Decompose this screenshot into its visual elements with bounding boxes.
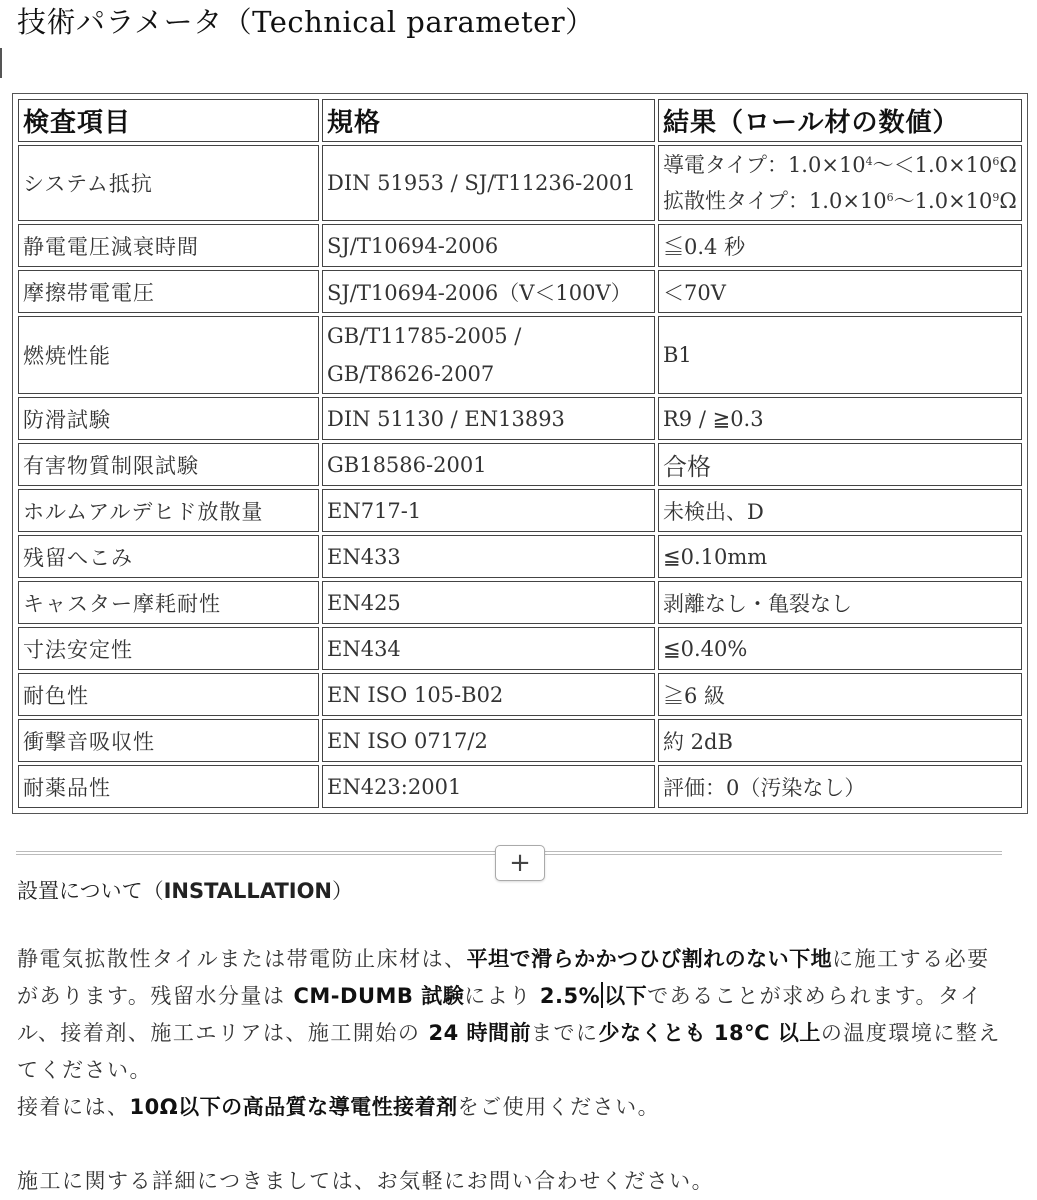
cell-result: ≦0.4 秒 xyxy=(658,224,1022,267)
installation-heading: 設置について（INSTALLATION） xyxy=(17,879,354,903)
cell-result: 合格 xyxy=(658,443,1022,486)
table-row xyxy=(18,270,1022,313)
cell-result: ＜70V xyxy=(658,270,1022,313)
cell-standard: EN423:2001 xyxy=(322,765,655,808)
add-block-button[interactable] xyxy=(495,845,545,881)
cell-result: 未検出、D xyxy=(658,489,1022,532)
cell-result: R9 / ≧0.3 xyxy=(658,397,1022,440)
installation-paragraph-3: 施工に関する詳細につきましては、お気軽にお問い合わせください。 xyxy=(17,1169,715,1193)
table-row xyxy=(18,581,1022,624)
params-table xyxy=(15,96,1025,811)
text-caret xyxy=(601,982,603,1008)
installation-body[interactable] xyxy=(17,941,1007,1200)
cell-standard: EN717-1 xyxy=(322,489,655,532)
table-row xyxy=(18,535,1022,578)
cell-item: 燃焼性能 xyxy=(18,316,319,394)
cell-standard: EN ISO 105-B02 xyxy=(322,673,655,716)
cell-standard: SJ/T10694-2006 xyxy=(322,224,655,267)
header-standard: 規格 xyxy=(322,99,655,142)
cell-item: 耐薬品性 xyxy=(18,765,319,808)
result-line-dissipative: 拡散性タイプ：$1.0\times 10^6$〜$1.0\times 10^9\Omega$ xyxy=(663,189,1017,213)
cell-standard: EN433 xyxy=(322,535,655,578)
page-title: 技術パラメータ（Technical parameter） xyxy=(17,5,595,39)
table-row xyxy=(18,443,1022,486)
cell-standard: DIN 51130 / EN13893 xyxy=(322,397,655,440)
installation-paragraph-1: 静電気拡散性タイルまたは帯電防止床材は、平坦で滑らかかつひび割れのない下地に施工する必要があります。残留水分量は CM-DUMB 試験により 2.5% 以下であることが求められます。タイル、接着剤、施工エリアは、施工開始の 24 時間前までに少なくとも 18℃ 以上の温度環境に整えてください。 xyxy=(17,947,1001,1082)
cell-standard: EN ISO 0717/2 xyxy=(322,719,655,762)
table-row xyxy=(18,145,1022,221)
cell-result: 剥離なし・亀裂なし xyxy=(658,581,1022,624)
cell-item: 寸法安定性 xyxy=(18,627,319,670)
cell-standard: DIN 51953 / SJ/T11236-2001 xyxy=(322,145,655,221)
header-result: 結果（ロール材の数値） xyxy=(658,99,1022,142)
cell-result: ≦0.10mm xyxy=(658,535,1022,578)
cell-result: B1 xyxy=(658,316,1022,394)
table-row xyxy=(18,489,1022,532)
cell-item: キャスター摩耗耐性 xyxy=(18,581,319,624)
table-row xyxy=(18,627,1022,670)
cell-item: ホルムアルデヒド放散量 xyxy=(18,489,319,532)
table-row xyxy=(18,719,1022,762)
technical-parameter-table xyxy=(12,93,1028,814)
cell-standard: EN425 xyxy=(322,581,655,624)
table-header-row xyxy=(18,99,1022,142)
cell-result: 評価：0（汚染なし） xyxy=(658,765,1022,808)
cell-standard: EN434 xyxy=(322,627,655,670)
cell-item: 耐色性 xyxy=(18,673,319,716)
cell-item: システム抵抗 xyxy=(18,145,319,221)
cell-result: ≦0.40% xyxy=(658,627,1022,670)
cell-item: 静電電圧減衰時間 xyxy=(18,224,319,267)
cell-item: 有害物質制限試験 xyxy=(18,443,319,486)
cell-standard: GB/T11785-2005 / GB/T8626-2007 xyxy=(322,316,655,394)
result-line-conductive: 導電タイプ：$1.0\times 10^4$〜$<1.0\times 10^6\Omega$ xyxy=(663,153,1017,177)
header-inspection-item: 検査項目 xyxy=(18,99,319,142)
cell-result: ≧6 級 xyxy=(658,673,1022,716)
cell-item: 摩擦帯電電圧 xyxy=(18,270,319,313)
cell-standard: GB18586-2001 xyxy=(322,443,655,486)
cell-result: 約 2dB xyxy=(658,719,1022,762)
cell-item: 衝撃音吸収性 xyxy=(18,719,319,762)
text-cursor xyxy=(0,48,2,78)
table-row xyxy=(18,316,1022,394)
table-row xyxy=(18,224,1022,267)
plus-icon: + xyxy=(509,848,531,878)
installation-paragraph-2: 接着には、10Ω以下の高品質な導電性接着剤をご使用ください。 xyxy=(17,1095,661,1119)
cell-item: 防滑試験 xyxy=(18,397,319,440)
cell-result xyxy=(658,145,1022,221)
cell-standard: SJ/T10694-2006（V＜100V） xyxy=(322,270,655,313)
table-row xyxy=(18,673,1022,716)
table-row xyxy=(18,397,1022,440)
cell-item: 残留へこみ xyxy=(18,535,319,578)
table-row xyxy=(18,765,1022,808)
